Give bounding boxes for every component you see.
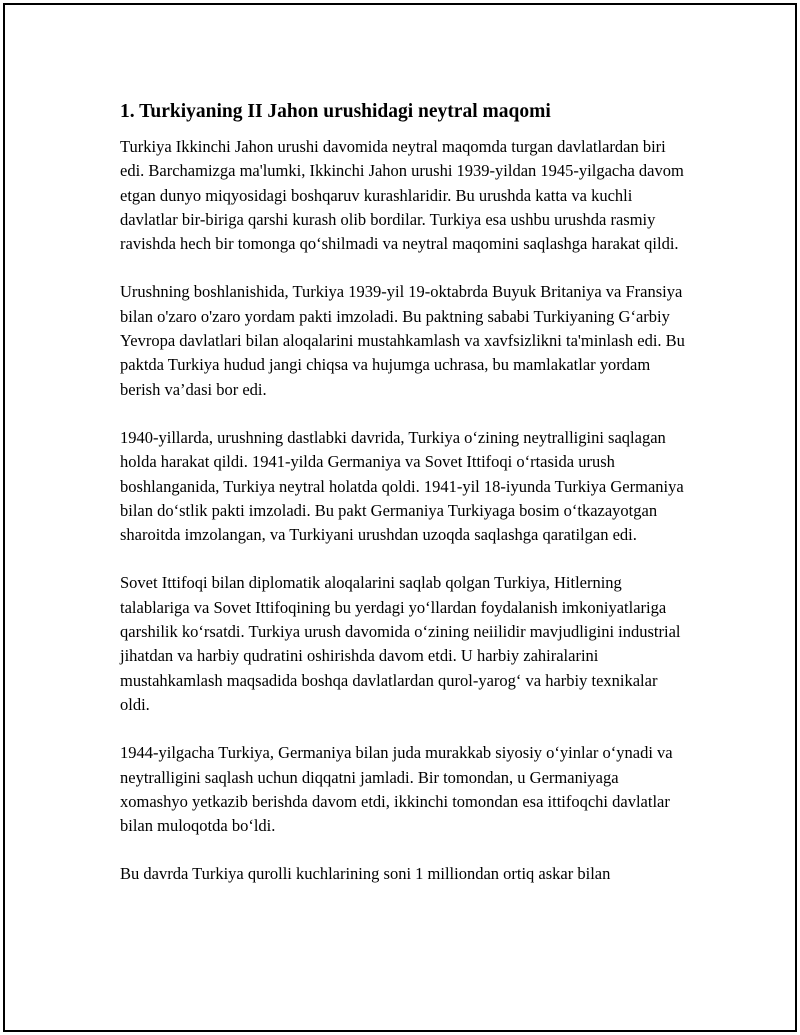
paragraph-5: 1944-yilgacha Turkiya, Germaniya bilan juda murakkab siyosiy o‘yinlar o‘ynadi va neytralligini saqlash uchun diqqatni jamladi. Bir tomondan, u Germaniyaga xomashyo yetkazib berishda davom etdi, ikkinchi tomondan esa ittifoqchi davlatlar bilan muloqotda bo‘ldi. xyxy=(120,743,673,836)
paragraph-4: Sovet Ittifoqi bilan diplomatik aloqalarini saqlab qolgan Turkiya, Hitlerning talablariga va Sovet Ittifoqining bu yerdagi yo‘llardan foydalanish imkoniyatlariga qarshilik ko‘rsatdi. Turkiya urush davomida o‘zining neiilidir mavjudligini industrial jihatdan va harbiy qudratini oshirishda davom etdi. U harbiy zahiralarini mustahkamlash maqsadida boshqa davlatlardan qurol-yarog‘ va harbiy texnikalar oldi. xyxy=(120,573,681,714)
paragraph-3: 1940-yillarda, urushning dastlabki davrida, Turkiya o‘zining neytralligini saqlagan holda harakat qildi. 1941-yilda Germaniya va Sovet Ittifoqi o‘rtasida urush boshlanganida, Turkiya neytral holatda qoldi. 1941-yil 18-iyunda Turkiya Germaniya bilan do‘stlik pakti imzoladi. Bu pakt Germaniya Turkiyaga bosim o‘tkazayotgan sharoitda imzolangan, va Turkiyani urushdan uzoqda saqlashga qaratilgan edi. xyxy=(120,427,684,545)
paragraph-2: Urushning boshlanishida, Turkiya 1939-yil 19-oktabrda Buyuk Britaniya va Fransiya bilan o'zaro o'zaro yordam pakti imzoladi. Bu paktning sababi Turkiyaning G‘arbiy Yevropa davlatlari bilan aloqalarini mustahkamlash va xavfsizlikni ta'minlash edi. Bu paktda Turkiya hudud jangi chiqsa va hujumga uchrasa, bu mamlakatlar yordam berish va’dasi bor edi. xyxy=(120,282,685,399)
section-heading: 1. Turkiyaning II Jahon urushidagi neytral maqomi xyxy=(120,101,551,122)
paragraph-1: Turkiya Ikkinchi Jahon urushi davomida neytral maqomda turgan davlatlardan biri edi. Barchamizga ma'lumki, Ikkinchi Jahon urushi 1939-yildan 1945-yilgacha davom etgan dunyo miqyosidagi boshqaruv kurashlaridir. Bu urushda katta va kuchli davlatlar bir-biriga qarshi kurash olib bordilar. Turkiya esa ushbu urushda rasmiy ravishda hech bir tomonga qo‘shilmadi va neytral maqomini saqlashga harakat qildi. xyxy=(120,137,684,254)
paragraph-6: Bu davrda Turkiya qurolli kuchlarining soni 1 milliondan ortiq askar bilan xyxy=(120,864,611,884)
document-body xyxy=(120,99,685,911)
document-page xyxy=(3,3,797,1032)
